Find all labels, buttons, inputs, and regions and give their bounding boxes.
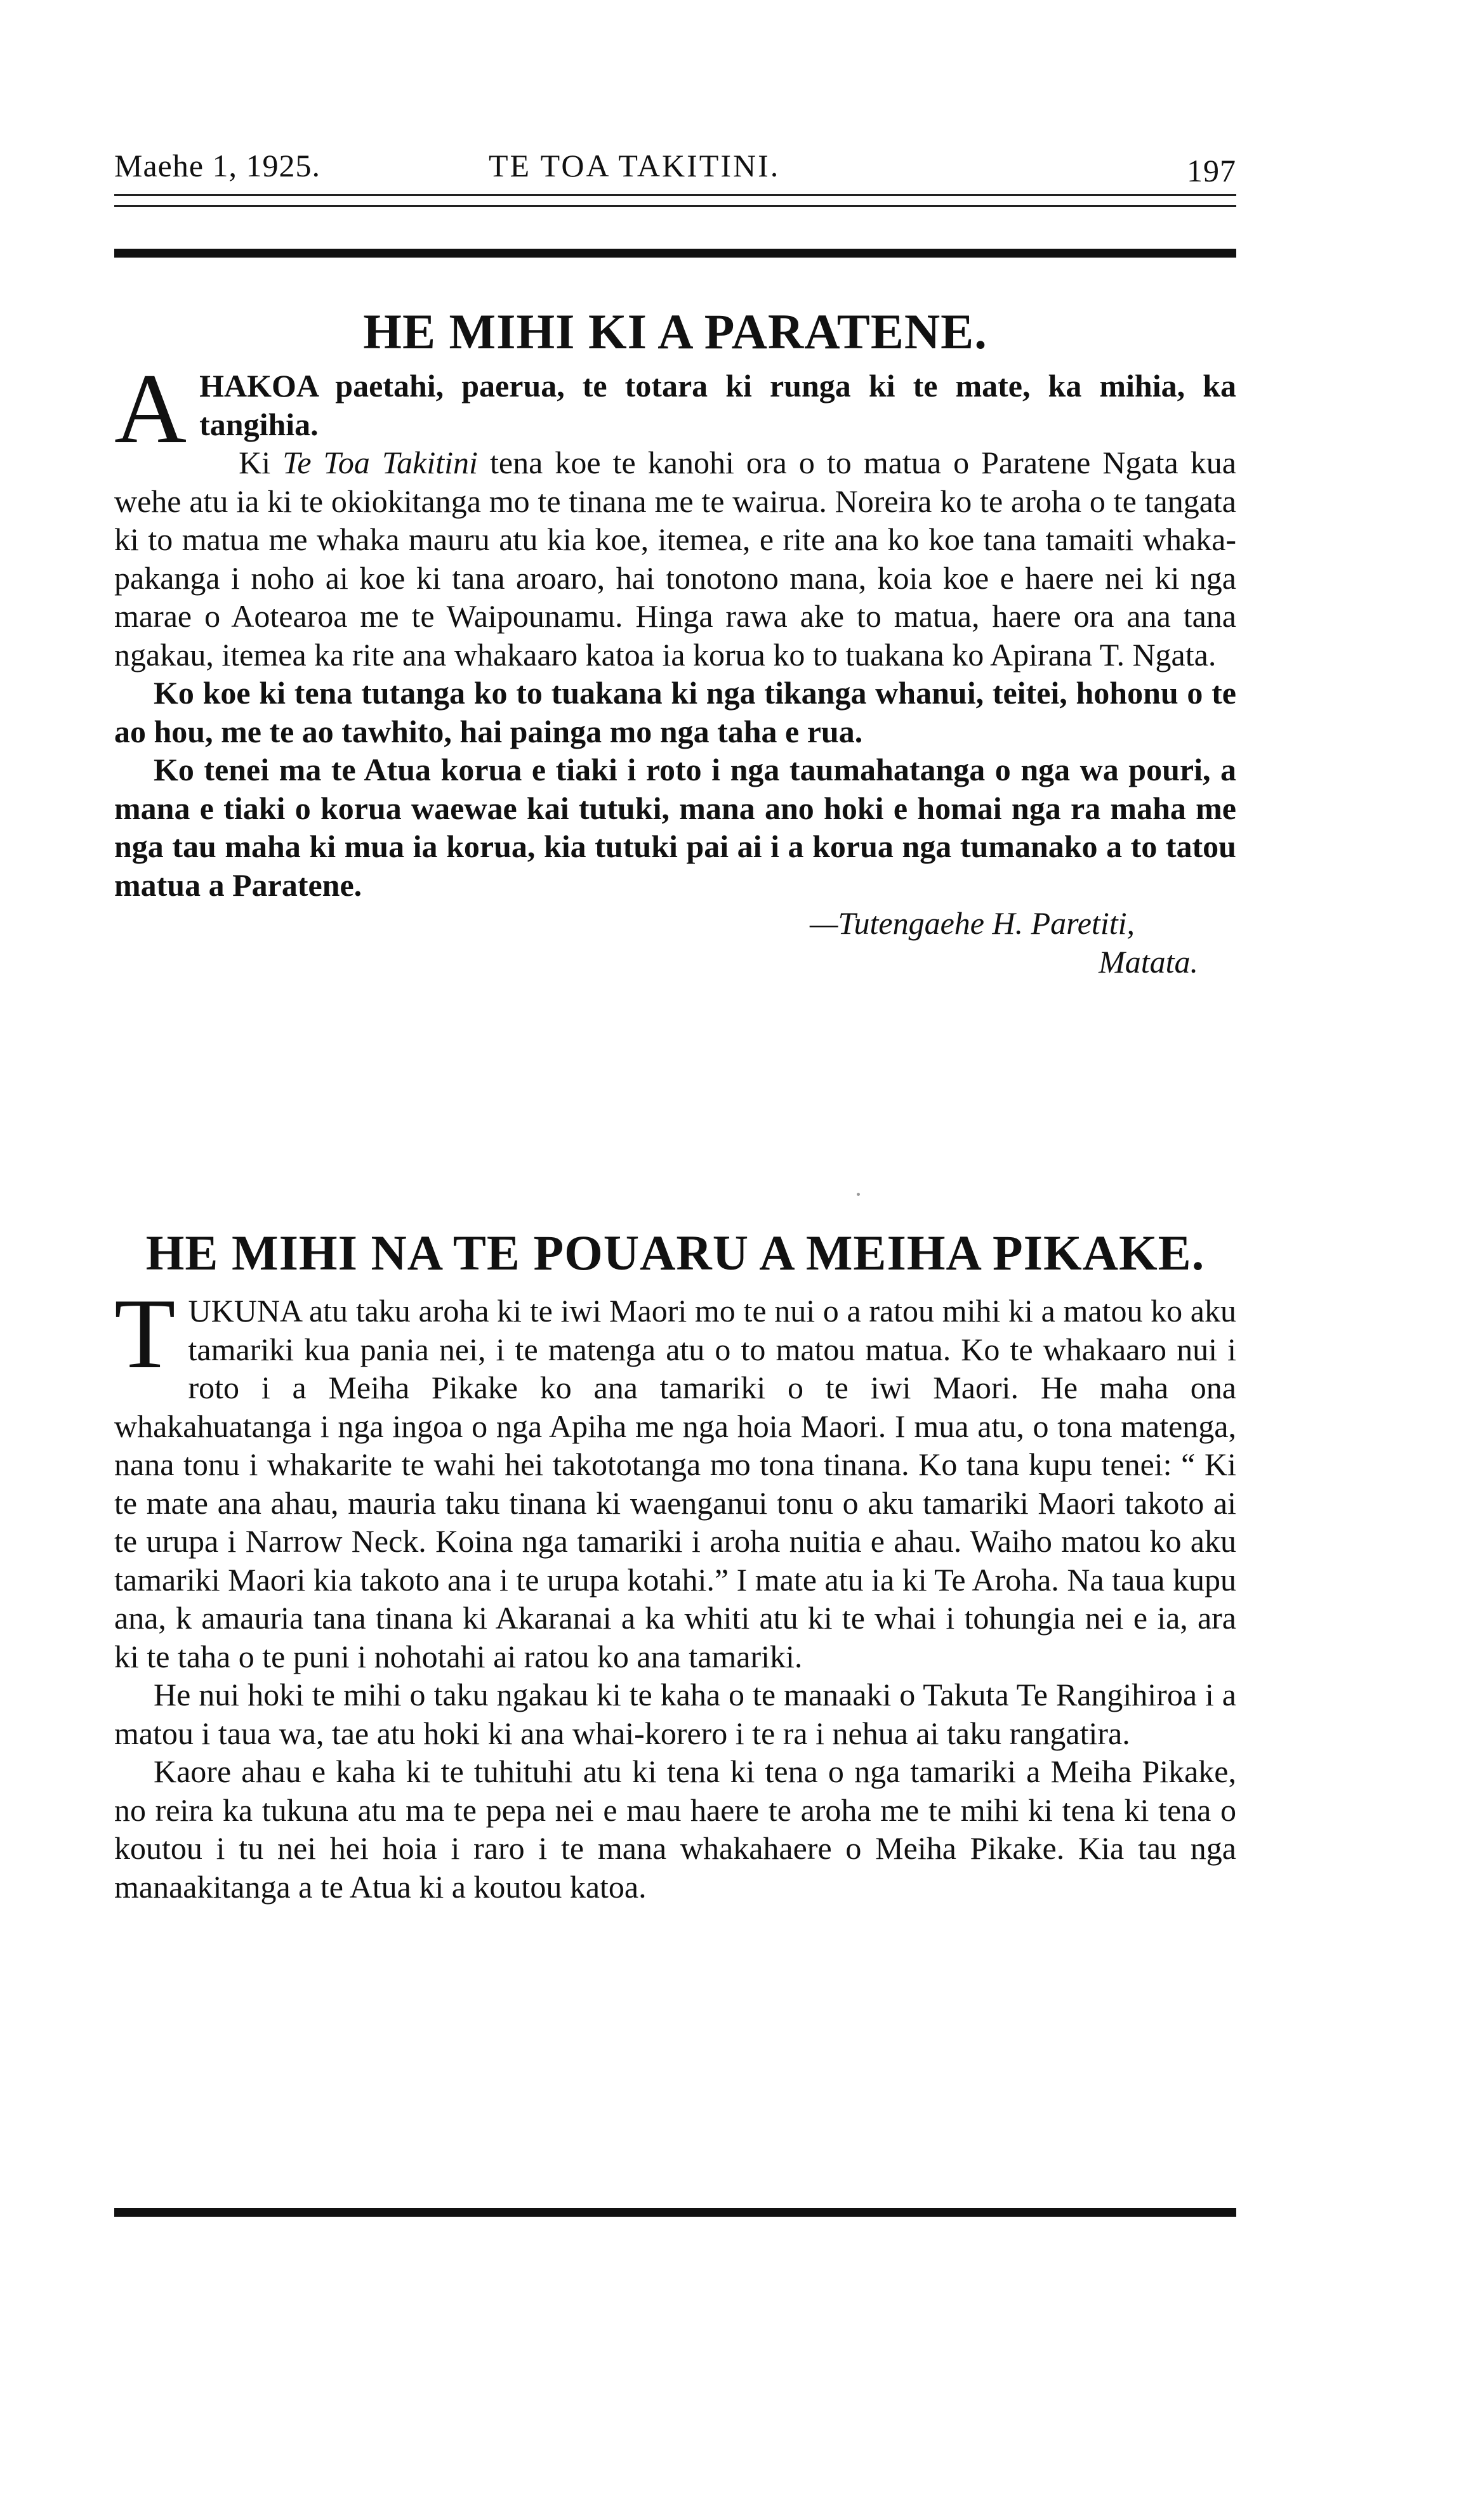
header-rule [114, 194, 1236, 207]
article2-paragraph: Kaore ahau e kaha ki te tuhituhi atu ki tena ki tena o nga tamariki a Meiha Pikake, no reira ka tukuna atu ma te pepa nei e mau haere te aroha me te mihi ki tena ki tena o koutou i tu nei hei hoia i raro i te mana whakahaere o Meiha Pikake. Kia tau nga manaakitanga a te Atua ki a koutou katoa. [114, 1754, 1236, 1905]
article1-paragraph: Ko tenei ma te Atua korua e tiaki i roto i nga taumahatanga o nga wa pouri, a mana e tiaki o korua waewae kai tutuki, mana ano hoki e homai nga ra maha me nga tau maha ki mua ia korua, kia tutuki pai ai i a korua nga tumanako a to tatou matua a Paratene. [114, 752, 1236, 903]
article1-paragraph [114, 443, 1236, 674]
bottom-divider [114, 2208, 1236, 2217]
article1-p2-text: tena koe te kanohi ora o to matua o Paratene Ngata kua wehe atu ia ki te okiokitanga mo te tinana me te wairua. Noreira ko te aroha o te tangata ki to matua me whaka mauru atu kia koe, itemea, e rite ana ko koe tana tamaiti whaka-pakanga i noho ai koe ki tana aroaro, hai tonotono mana, koia koe e haere nei ki nga marae o Aotearoa me te Waipounamu. Hinga rawa ake to matua, haere ora ana tana ngakau, itemea ka rite ana whakaaro katoa ia korua ko to tuakana ko Apirana T. Ngata. [114, 445, 1236, 673]
top-divider [114, 249, 1236, 258]
article2-body [114, 1278, 1236, 1906]
article2-paragraph: He nui hoki te mihi o taku ngakau ki te kaha o te manaaki o Takuta Te Rangihiroa i a matou i taua wa, tae atu hoki ki ana whai-korero i te ra i nehua ai taku rangatira. [114, 1677, 1236, 1751]
article2-drop-cap: T [114, 1278, 176, 1389]
article1-p2-italic: Te Toa Takitini [282, 445, 478, 480]
article1-p2-pre: Ki [239, 445, 283, 480]
header-publication: TE TOA TAKITINI. [489, 148, 781, 183]
article2-paragraph [114, 1278, 1236, 1676]
article2-p1-text: UKUNA atu taku aroha ki te iwi Maori mo te nui o a ratou mihi ki a matou ko aku tamariki kua pania nei, i te matenga atu o to matou matua. Ko te whakaaro nui i roto i a Meiha Pikake ko ana tamariki o te iwi Maori. He maha ona whakahuatanga i nga ingoa o nga Apiha me nga hoia Maori. I mua atu, o tona matenga, nana tonu i whakarite te wahi hei takototanga mo tona tinana. Ko tana kupu tenei: “ Ki te mate ana ahau, mauria taku tinana ki waenganui tonu o aku tamariki Maori takoto ai te urupa i Narrow Neck. Koina nga tamariki i aroha nuitia e ahau. Waiho matou ko aku tamariki Maori kia takoto ana i te urupa kotahi.” I mate atu ia ki Te Aroha. Na taua kupu ana, k amauria tana tinana ki Akaranai a ka whiti atu ki te whai i tohungia nei e ia, ara ki te taha o te puni i nohotahi ai ratou ko ana tamariki. [114, 1293, 1236, 1674]
article1-signature-name: —Tutengaehe H. Paretiti, [810, 905, 1135, 941]
article1-p1-text: HAKOA paetahi, paerua, te totara ki runga ki te mate, ka mihia, ka tangihia. [199, 368, 1236, 442]
article1-drop-cap: A [114, 353, 187, 464]
article2-title: HE MIHI NA TE POUARU A MEIHA PIKAKE. [145, 1225, 1205, 1280]
article1-title: HE MIHI KI A PARATENE. [363, 304, 987, 359]
print-speck [857, 1193, 860, 1196]
page-number: 197 [1187, 153, 1236, 188]
article1-signature-place: Matata. [1099, 943, 1198, 980]
header-date: Maehe 1, 1925. [114, 148, 321, 183]
article1-paragraph: Ko koe ki tena tutanga ko to tuakana ki nga tikanga whanui, teitei, hohonu o te ao hou, me te ao tawhito, hai painga mo nga taha e rua. [114, 675, 1236, 749]
article1-body [114, 353, 1236, 981]
